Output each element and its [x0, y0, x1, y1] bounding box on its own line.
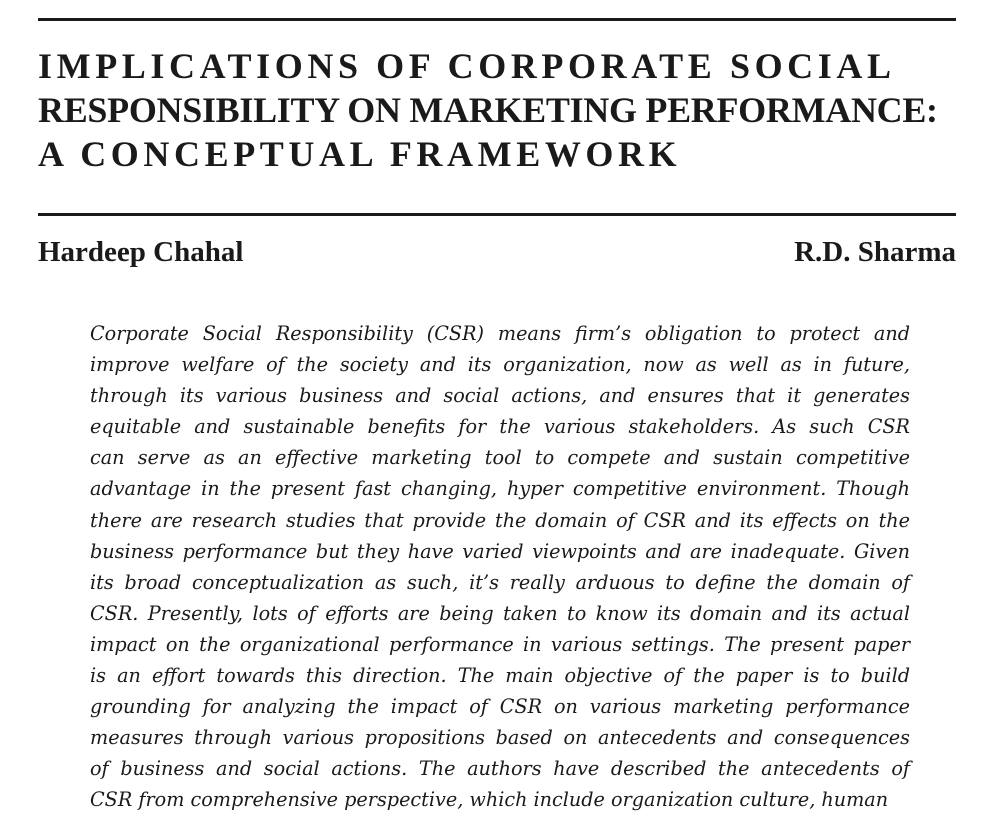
- abstract-line: grounding for analyzing the impact of CSR on various marketing performance: [90, 695, 910, 719]
- abstract-line: Corporate Social Responsibility (CSR) means firm’s obligation to protect and: [90, 322, 910, 345]
- author-name: Hardeep Chahal: [38, 236, 244, 268]
- abstract-line: improve welfare of the society and its organization, now as well as in future,: [90, 353, 910, 377]
- abstract-line: CSR from comprehensive perspective, which include organization culture, human: [90, 788, 889, 812]
- abstract-line: CSR. Presently, lots of efforts are being taken to know its domain and its actual: [90, 601, 910, 625]
- abstract-line: through its various business and social actions, and ensures that it generates: [90, 384, 910, 408]
- abstract-line: is an effort towards this direction. The main objective of the paper is to build: [90, 664, 910, 688]
- abstract-line: its broad conceptualization as such, it’s really arduous to define the domain of: [90, 570, 910, 594]
- abstract-line: business performance but they have varied viewpoints and are inadequate. Given: [90, 539, 910, 563]
- author-name: R.D. Sharma: [794, 236, 956, 268]
- abstract-line: equitable and sustainable benefits for the various stakeholders. As such CSR: [90, 415, 910, 439]
- abstract-line: can serve as an effective marketing tool to compete and sustain competitive: [90, 446, 910, 470]
- title-line: IMPLICATIONS OF CORPORATE SOCIAL: [38, 46, 896, 86]
- abstract-line: impact on the organizational performance in various settings. The present paper: [90, 632, 910, 656]
- title-line: RESPONSIBILITY ON MARKETING PERFORMANCE:: [38, 90, 938, 130]
- title-line: A CONCEPTUAL FRAMEWORK: [38, 134, 682, 174]
- abstract-line: of business and social actions. The authors have described the antecedents of: [90, 757, 910, 781]
- abstract-line: advantage in the present fast changing, hyper competitive environment. Though: [90, 477, 910, 501]
- title-divider-rule: [38, 213, 956, 216]
- abstract-line: there are research studies that provide the domain of CSR and its effects on the: [90, 508, 910, 532]
- abstract: [90, 318, 910, 816]
- paper-title: [38, 44, 958, 176]
- top-rule: [38, 18, 956, 21]
- abstract-line: measures through various propositions based on antecedents and consequences: [90, 726, 910, 750]
